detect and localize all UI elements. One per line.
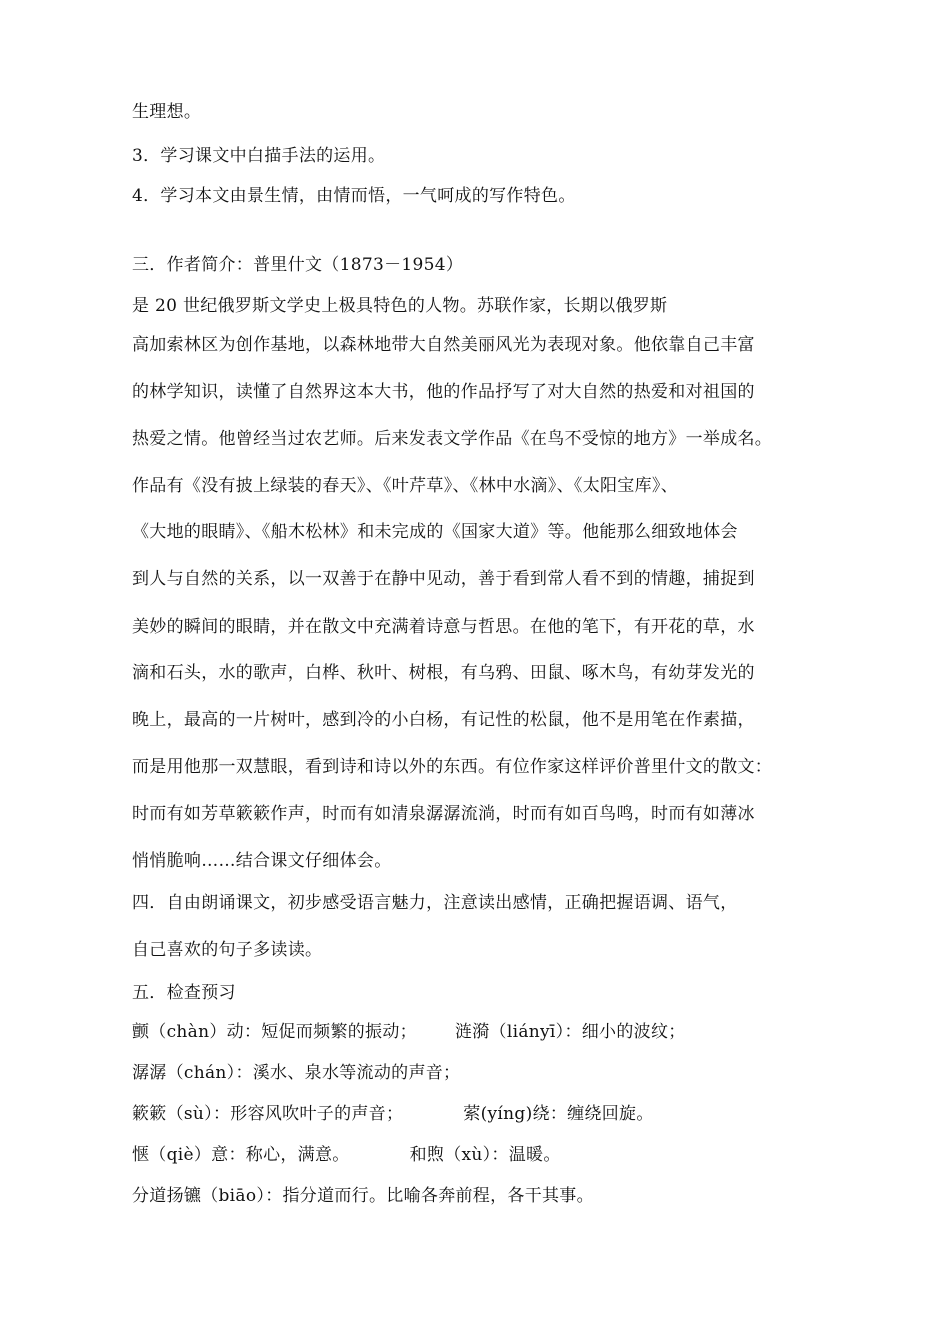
section-3-heading: 三．作者简介：普里什文（1873－1954） (132, 255, 464, 275)
vocab-row (132, 1021, 686, 1043)
text-line: 晚上，最高的一片树叶，感到冷的小白杨，有记性的松鼠，他不是用笔在作素描， (132, 710, 755, 730)
text-line: 而是用他那一双慧眼，看到诗和诗以外的东西。有位作家这样评价普里什文的散文： (132, 757, 773, 777)
text-line: 悄悄脆响……结合课文仔细体会。 (132, 851, 392, 871)
vocab-row (132, 1185, 594, 1207)
vocab-item: 潺潺（chán）：溪水、泉水等流动的声音； (132, 1063, 461, 1083)
text-line: 到人与自然的关系，以一双善于在静中见动，善于看到常人看不到的情趣，捕捉到 (132, 569, 755, 589)
text-line: 美妙的瞬间的眼睛，并在散文中充满着诗意与哲思。在他的笔下，有开花的草，水 (132, 617, 755, 637)
section-5-heading: 五．检查预习 (132, 983, 236, 1003)
text-line: 自己喜欢的句子多读读。 (132, 940, 323, 960)
objective-4: 4．学习本文由景生情，由情而悟，一气呵成的写作特色。 (132, 186, 576, 206)
vocab-item: 萦(yíng)绕：缠绕回旋。 (463, 1104, 654, 1124)
vocab-item: 簌簌（sù）：形容风吹叶子的声音； (132, 1104, 404, 1124)
objective-3: 3．学习课文中白描手法的运用。 (132, 146, 386, 166)
text-line: 是 20 世纪俄罗斯文学史上极具特色的人物。苏联作家，长期以俄罗斯 (132, 296, 668, 316)
text-line: 《大地的眼睛》、《船木松林》和未完成的《国家大道》等。他能那么细致地体会 (132, 522, 738, 542)
text-line: 热爱之情。他曾经当过农艺师。后来发表文学作品《在鸟不受惊的地方》一举成名。 (132, 429, 773, 449)
text-line: 的林学知识，读懂了自然界这本大书，他的作品抒写了对大自然的热爱和对祖国的 (132, 382, 755, 402)
vocab-row (132, 1103, 654, 1125)
text-line: 作品有《没有披上绿装的春天》、《叶芹草》、《林中水滴》、《太阳宝库》、 (132, 476, 678, 496)
text-line: 滴和石头，水的歌声，白桦、秋叶、树根，有乌鸦、田鼠、啄木鸟，有幼芽发光的 (132, 663, 755, 683)
text-line: 生理想。 (132, 102, 202, 122)
vocab-item: 分道扬镳（biāo）：指分道而行。比喻各奔前程，各干其事。 (132, 1186, 594, 1206)
vocab-item: 惬（qiè）意：称心，满意。 (132, 1145, 350, 1165)
section-4-heading: 四．自由朗诵课文，初步感受语言魅力，注意读出感情，正确把握语调、语气， (132, 893, 738, 913)
vocab-item: 涟漪（liányī）：细小的波纹； (454, 1022, 686, 1042)
vocab-item: 和煦（xù）：温暖。 (409, 1145, 561, 1165)
text-line: 高加索林区为创作基地，以森林地带大自然美丽风光为表现对象。他依靠自己丰富 (132, 335, 755, 355)
text-line: 时而有如芳草簌簌作声，时而有如清泉潺潺流淌，时而有如百鸟鸣，时而有如薄冰 (132, 804, 755, 824)
vocab-row (132, 1062, 460, 1084)
vocab-row (132, 1144, 561, 1166)
vocab-item: 颤（chàn）动：短促而频繁的振动； (132, 1022, 417, 1042)
